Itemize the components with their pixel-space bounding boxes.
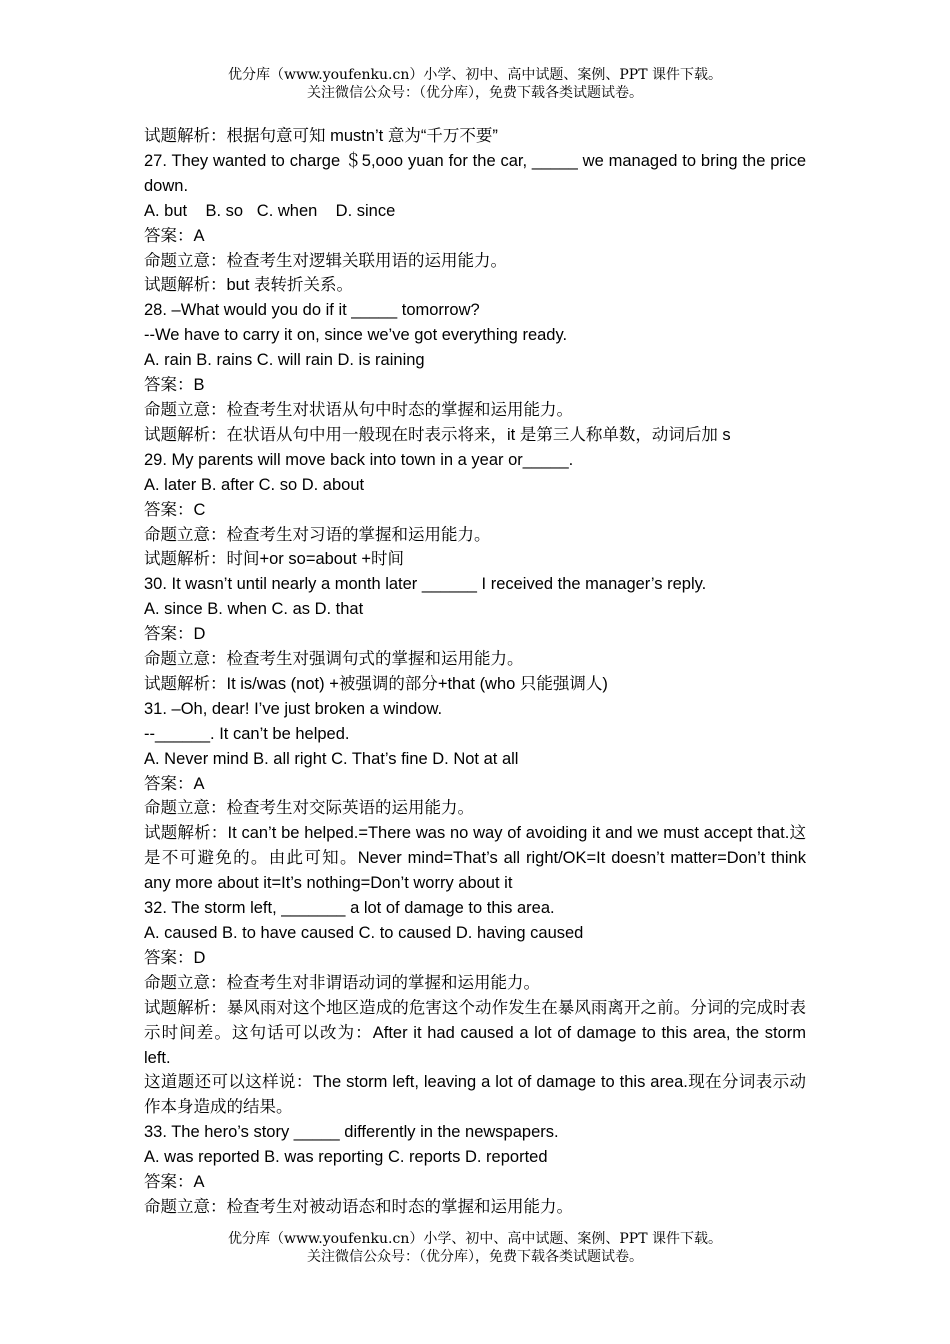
page-header [0, 66, 950, 102]
answer-30: 答案：D [144, 625, 206, 644]
options-32: A. caused B. to have caused C. to caused D. having caused [144, 924, 584, 942]
options-27: A. but B. so C. when D. since [144, 201, 396, 220]
header-line-1: 优分库（www.youfenku.cn）小学、初中、高中试题、案例、PPT 课件下载。 [227, 67, 722, 83]
intent-32: 命题立意：检查考生对非谓语动词的掌握和运用能力。 [144, 973, 540, 992]
footer-line-1: 优分库（www.youfenku.cn）小学、初中、高中试题、案例、PPT 课件下载。 [227, 1231, 722, 1247]
intent-29: 命题立意：检查考生对习语的掌握和运用能力。 [144, 525, 491, 544]
analysis-30: 试题解析：It is/was (not) +被强调的部分+that (who 只能强调人) [144, 674, 608, 693]
intent-30: 命题立意：检查考生对强调句式的掌握和运用能力。 [144, 650, 524, 669]
options-33: A. was reported B. was reporting C. reports D. reported [144, 1148, 548, 1167]
page-footer [0, 1230, 950, 1266]
options-30: A. since B. when C. as D. that [144, 600, 364, 619]
intent-31: 命题立意：检查考生对交际英语的运用能力。 [144, 799, 474, 818]
footer-line-2: 关注微信公众号：（优分库），免费下载各类试题试卷。 [307, 1249, 643, 1265]
analysis-32-extra: 这道题还可以这样说：The storm left, leaving a lot of damage to this area.现在分词表示动作本身造成的结果。 [144, 1073, 806, 1117]
analysis-26: 试题解析：根据句意可知 mustn’t 意为“千万不要” [144, 127, 498, 145]
answer-33: 答案：A [144, 1173, 205, 1192]
intent-28: 命题立意：检查考生对状语从句中时态的掌握和运用能力。 [144, 400, 573, 419]
document-body [144, 124, 806, 1220]
answer-29: 答案：C [144, 500, 206, 519]
question-28: 28. –What would you do if it _____ tomorrow? [144, 301, 480, 320]
header-line-2: 关注微信公众号：（优分库），免费下载各类试题试卷。 [307, 85, 643, 101]
question-30: 30. It wasn’t until nearly a month later ______ I received the manager’s reply. [144, 575, 707, 594]
question-28-reply: --We have to carry it on, since we’ve got everything ready. [144, 326, 568, 345]
analysis-27: 试题解析：but 表转折关系。 [144, 276, 354, 295]
intent-27: 命题立意：检查考生对逻辑关联用语的运用能力。 [144, 251, 507, 270]
options-29: A. later B. after C. so D. about [144, 475, 365, 494]
answer-32: 答案：D [144, 948, 206, 967]
answer-28: 答案：B [144, 376, 205, 395]
analysis-29: 试题解析：时间+or so=about +时间 [144, 550, 404, 569]
question-29: 29. My parents will move back into town in a year or_____. [144, 450, 574, 469]
question-27: 27. They wanted to charge ＄5,ooo yuan for the car, _____ we managed to bring the price down. [144, 151, 806, 195]
question-31: 31. –Oh, dear! I’ve just broken a window. [144, 699, 443, 718]
analysis-31: 试题解析：It can’t be helped.=There was no way of avoiding it and we must accept that.这是不可避免的。由此可知。Never mind=That’s all right/OK=It doesn’t matter=Don’t think any more about it=It’s nothing=Don’t worry about it [144, 824, 806, 893]
analysis-28: 试题解析：在状语从句中用一般现在时表示将来，it 是第三人称单数，动词后加 s [144, 425, 731, 444]
analysis-32: 试题解析：暴风雨对这个地区造成的危害这个动作发生在暴风雨离开之前。分词的完成时表示时间差。这句话可以改为：After it had caused a lot of damage to this area, the storm left. [144, 998, 806, 1067]
answer-31: 答案：A [144, 774, 205, 793]
question-33: 33. The hero’s story _____ differently in the newspapers. [144, 1123, 559, 1142]
intent-33: 命题立意：检查考生对被动语态和时态的掌握和运用能力。 [144, 1197, 573, 1216]
question-32: 32. The storm left, _______ a lot of damage to this area. [144, 899, 555, 918]
options-28: A. rain B. rains C. will rain D. is raining [144, 351, 425, 370]
answer-27: 答案：A [144, 226, 205, 245]
options-31: A. Never mind B. all right C. That’s fine D. Not at all [144, 749, 519, 768]
question-31-reply: --______. It can’t be helped. [144, 724, 350, 743]
